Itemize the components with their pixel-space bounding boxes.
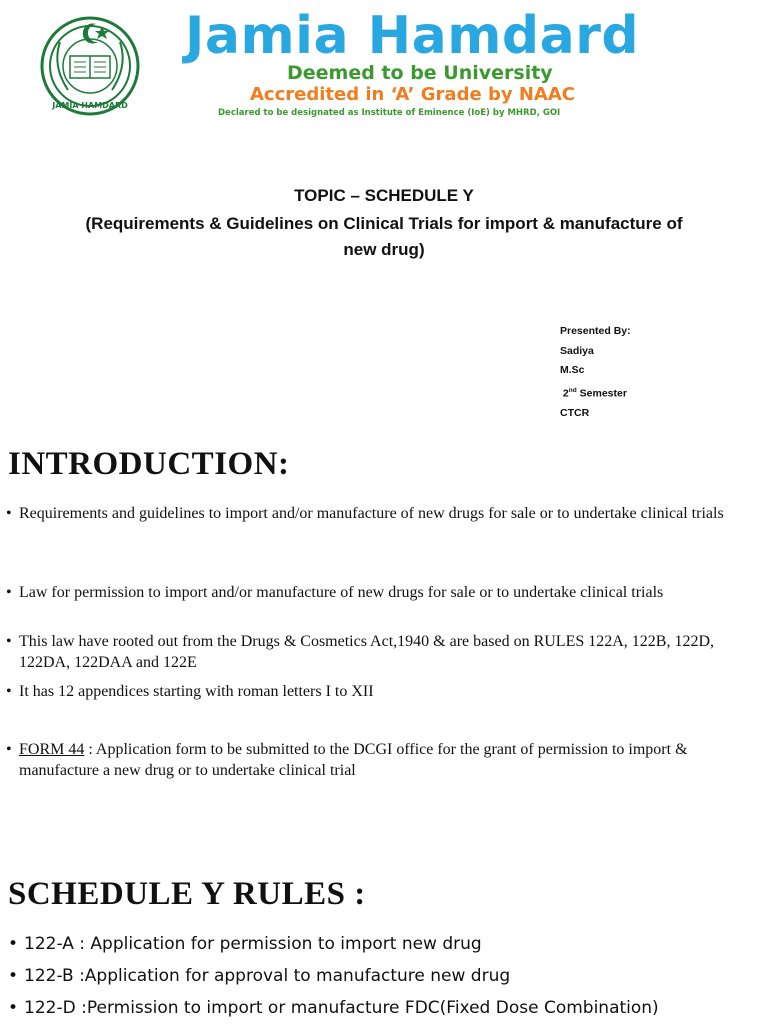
rules-heading: SCHEDULE Y RULES : — [8, 876, 366, 912]
svg-text:JAMIA HAMDARD: JAMIA HAMDARD — [52, 101, 128, 110]
intro-item: • Law for permission to import and/or manufacture of new drugs for sale or to undertake clinical trials — [6, 584, 664, 601]
declaration-text: Declared to be designated as Institute of Eminence (IoE) by MHRD, GOI — [218, 108, 561, 118]
intro-item-form44: • FORM 44 : Application form to be submitted to the DCGI office for the grant of permission to import & manufacture a new drug or to undertake clinical trial — [6, 741, 688, 779]
presenter-name: Sadiya — [560, 344, 594, 357]
university-banner — [35, 6, 733, 120]
accreditation-text: Accredited in ‘A’ Grade by NAAC — [250, 84, 575, 105]
rules-slide — [0, 860, 768, 1024]
bullet-icon: • — [6, 741, 12, 758]
bullet-icon: • — [6, 633, 12, 650]
bullet-icon: • — [6, 505, 12, 522]
university-name: Jamia Hamdard — [185, 6, 640, 66]
presenter-semester: 2nd Semester — [562, 386, 627, 399]
introduction-slide — [0, 430, 768, 860]
form44-link[interactable]: FORM 44 — [19, 741, 85, 758]
intro-item: • This law have rooted out from the Drugs & Cosmetics Act,1940 & are based on RULES 122A, 122B, 122D, 122DA, 122DAA and 122E — [6, 633, 715, 671]
intro-item: • It has 12 appendices starting with roman letters I to XII — [6, 683, 374, 700]
bullet-icon: • — [8, 934, 19, 954]
title-slide — [0, 0, 768, 430]
topic-title: TOPIC – SCHEDULE Y — [294, 186, 474, 205]
topic-subtitle-line1: (Requirements & Guidelines on Clinical Trials for import & manufacture of — [85, 214, 683, 233]
bullet-icon: • — [6, 683, 12, 700]
topic-subtitle-line2: new drug) — [343, 240, 425, 259]
rules-item: • 122-A : Application for permission to import new drug — [8, 934, 482, 954]
bullet-icon: • — [8, 966, 19, 986]
university-tagline: Deemed to be University — [287, 62, 553, 84]
presenter-block — [560, 322, 631, 423]
presenter-label: Presented By: — [560, 325, 631, 337]
intro-heading: INTRODUCTION: — [8, 446, 290, 482]
bullet-icon: • — [8, 998, 19, 1018]
intro-item: • Requirements and guidelines to import and/or manufacture of new drugs for sale or to undertake clinical trials — [6, 505, 724, 522]
rules-item: • 122-B :Application for approval to manufacture new drug — [8, 966, 511, 986]
bullet-icon: • — [6, 584, 12, 601]
university-seal-logo — [40, 16, 140, 116]
presenter-degree: M.Sc — [560, 364, 585, 376]
presenter-dept: CTCR — [560, 406, 590, 419]
rules-item: • 122-D :Permission to import or manufacture FDC(Fixed Dose Combination) — [8, 998, 659, 1018]
